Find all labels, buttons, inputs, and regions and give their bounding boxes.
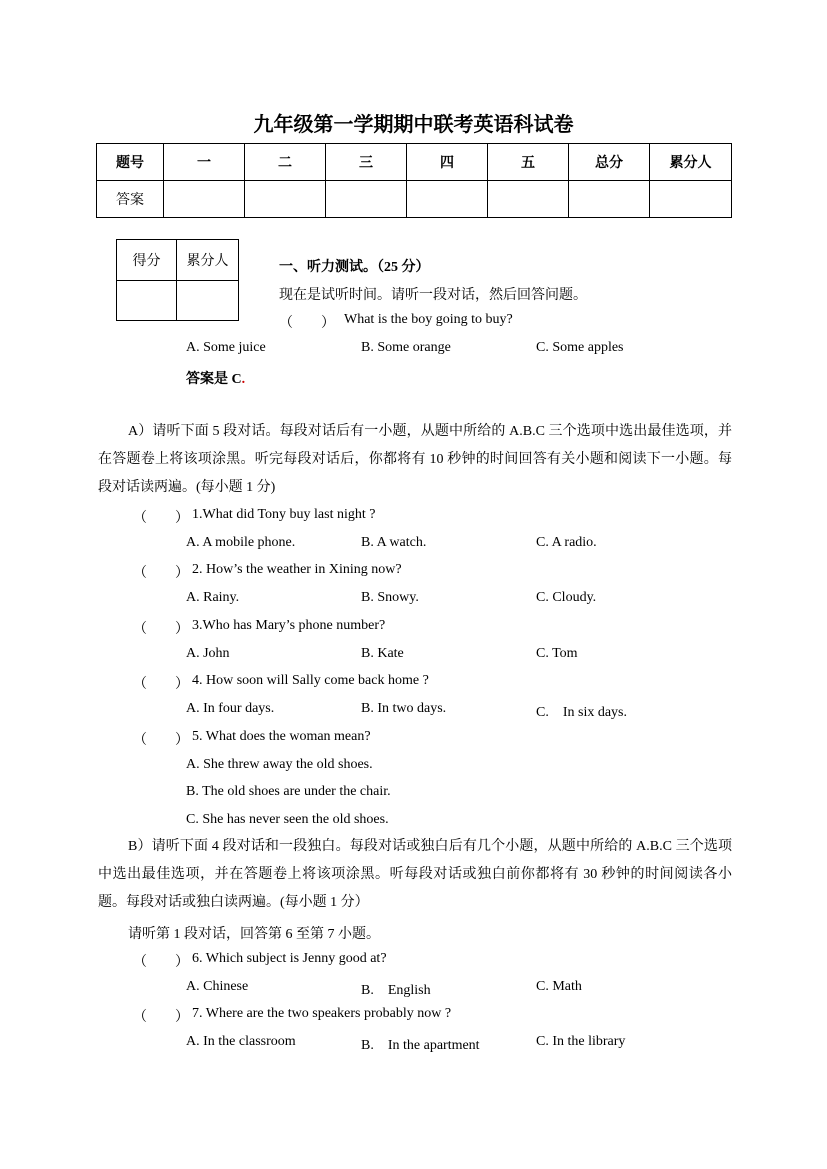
q2-option-c: C. Cloudy. bbox=[536, 590, 597, 605]
q4-option-c: C. In six days. bbox=[536, 705, 627, 720]
grade-marker-label: 累分人 bbox=[177, 240, 239, 281]
partB-sub-intro: 请听第 1 段对话，回答第 6 至第 7 小题。 bbox=[128, 927, 380, 942]
answer-cell bbox=[569, 181, 650, 218]
score-header-cell: 五 bbox=[488, 144, 569, 181]
grade-table bbox=[116, 239, 239, 321]
q5-option-c: C. She has never seen the old shoes. bbox=[186, 812, 389, 827]
q2-text: 2. How’s the weather in Xining now? bbox=[192, 562, 402, 577]
partB-instructions: B）请听下面 4 段对话和一段独白。每段对话或独白后有几个小题，从题中所给的 A.B.C 三个选项中选出最佳选项，并在答题卷上将该项涂黑。听每段对话或独白前你都将有 30 秒钟的时间阅读各小题。每段对话或独白读两遍。(每小题 1 分） bbox=[98, 839, 732, 910]
q7-option-a: A. In the classroom bbox=[186, 1034, 296, 1049]
sample-answer-dot: . bbox=[241, 372, 246, 387]
section1-intro: 现在是试听时间。请听一段对话，然后回答问题。 bbox=[279, 288, 587, 303]
q6-paren: （ ） bbox=[133, 955, 189, 970]
q6-option-b: B. English bbox=[361, 983, 431, 998]
q2-paren: （ ） bbox=[133, 566, 189, 581]
score-header-cell: 三 bbox=[326, 144, 407, 181]
q3-option-c: C. Tom bbox=[536, 646, 578, 661]
q3-paren: （ ） bbox=[133, 622, 189, 637]
q2-option-b: B. Snowy. bbox=[361, 590, 419, 605]
q1-paren: （ ） bbox=[133, 511, 189, 526]
q1-option-c: C. A radio. bbox=[536, 535, 597, 550]
score-table-header-row bbox=[97, 144, 732, 181]
q2-option-a: A. Rainy. bbox=[186, 590, 240, 605]
partA-instructions: A）请听下面 5 段对话。每段对话后有一小题，从题中所给的 A.B.C 三个选项中选出最佳选项，并在答题卷上将该项涂黑。听完每段对话后，你都将有 10 秒钟的时间回答有关小题和阅读下一小题。每段对话读两遍。(每小题 1 分) bbox=[98, 424, 732, 495]
q5-option-a: A. She threw away the old shoes. bbox=[186, 757, 373, 772]
score-header-cell: 题号 bbox=[97, 144, 164, 181]
grade-marker-cell bbox=[177, 281, 239, 321]
q5-paren: （ ） bbox=[133, 733, 189, 748]
sample-option-c: C. Some apples bbox=[536, 340, 624, 355]
q7-option-c: C. In the library bbox=[536, 1034, 626, 1049]
sample-question: What is the boy going to buy? bbox=[344, 312, 513, 327]
page-title: 九年级第一学期期中联考英语科试卷 bbox=[253, 114, 574, 136]
grade-score-cell bbox=[117, 281, 177, 321]
q5-text: 5. What does the woman mean? bbox=[192, 729, 371, 744]
sample-option-a: A. Some juice bbox=[186, 340, 266, 355]
answer-cell bbox=[245, 181, 326, 218]
q3-text: 3.Who has Mary’s phone number? bbox=[192, 618, 386, 633]
q5-option-b: B. The old shoes are under the chair. bbox=[186, 784, 391, 799]
answer-cell bbox=[326, 181, 407, 218]
sample-option-b: B. Some orange bbox=[361, 340, 451, 355]
answer-cell bbox=[164, 181, 245, 218]
sample-paren: （ ） bbox=[279, 316, 335, 331]
grade-score-label: 得分 bbox=[117, 240, 177, 281]
sample-answer-text: 答案是 C bbox=[186, 372, 242, 387]
score-table-answer-row bbox=[97, 181, 732, 218]
score-header-cell: 四 bbox=[407, 144, 488, 181]
answer-cell bbox=[488, 181, 569, 218]
sample-answer bbox=[186, 368, 245, 388]
q7-paren: （ ） bbox=[133, 1010, 189, 1025]
score-header-cell: 二 bbox=[245, 144, 326, 181]
answer-row-label: 答案 bbox=[97, 181, 164, 218]
score-header-cell: 总分 bbox=[569, 144, 650, 181]
q1-option-a: A. A mobile phone. bbox=[186, 535, 296, 550]
answer-cell bbox=[650, 181, 732, 218]
answer-cell bbox=[407, 181, 488, 218]
q6-option-a: A. Chinese bbox=[186, 979, 249, 994]
score-header-cell: 一 bbox=[164, 144, 245, 181]
q4-option-b: B. In two days. bbox=[361, 701, 447, 716]
score-table bbox=[96, 143, 732, 218]
q7-text: 7. Where are the two speakers probably now ? bbox=[192, 1006, 452, 1021]
q4-text: 4. How soon will Sally come back home ? bbox=[192, 673, 429, 688]
q1-option-b: B. A watch. bbox=[361, 535, 427, 550]
q1-text: 1.What did Tony buy last night ? bbox=[192, 507, 376, 522]
q6-option-c: C. Math bbox=[536, 979, 582, 994]
q3-option-a: A. John bbox=[186, 646, 230, 661]
score-header-cell: 累分人 bbox=[650, 144, 732, 181]
q4-paren: （ ） bbox=[133, 677, 189, 692]
q7-option-b: B. In the apartment bbox=[361, 1038, 480, 1053]
q6-text: 6. Which subject is Jenny good at? bbox=[192, 951, 387, 966]
q3-option-b: B. Kate bbox=[361, 646, 404, 661]
section1-heading: 一、听力测试。（25 分） bbox=[279, 260, 430, 275]
q4-option-a: A. In four days. bbox=[186, 701, 275, 716]
